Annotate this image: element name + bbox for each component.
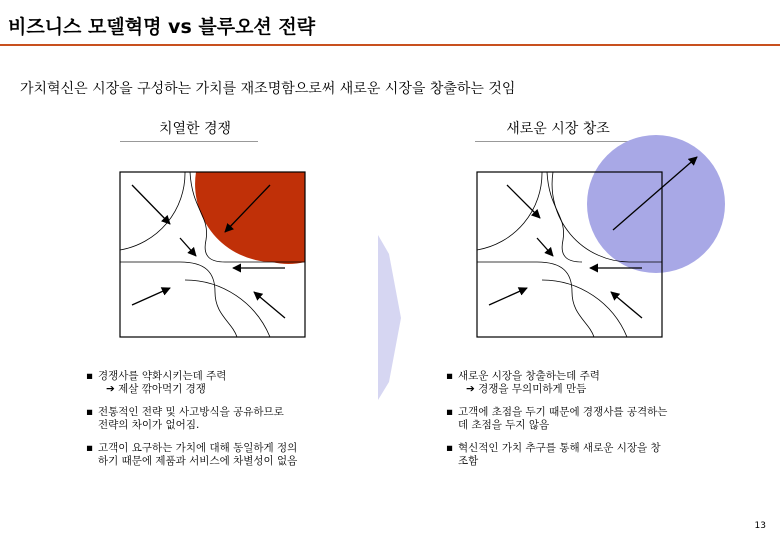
top-left-curve [120,172,185,250]
page-number: 13 [754,521,766,531]
bullet-subtext: ➔ 제살 깎아먹기 경쟁 [106,383,206,395]
bullet-text: 새로운 시장을 창출하는데 주력 [458,370,600,382]
bullet-icon: ▪ [86,370,94,382]
page-title: 비즈니스 모델혁명 vs 블루오션 전략 [8,16,316,38]
right-heading: 새로운 시장 창조 [506,121,610,137]
list-item [446,406,726,432]
list-item [446,370,726,396]
list-item [86,442,376,468]
transition-arrow [378,235,401,400]
bullet-subtext: ➔ 경쟁을 무의미하게 만듬 [466,383,587,395]
arrow-bottom-right-r [611,292,642,318]
right-bullets [446,370,726,478]
list-item [86,406,376,432]
arrow-top-left-r [507,185,540,218]
competition-quadrant-fill [195,172,305,264]
bullet-icon: ▪ [446,370,454,382]
bullet-text-cont: 데 초점을 두지 않음 [458,419,550,431]
bottom-right-curve-r [542,280,627,337]
arrow-bottom-right [254,292,285,318]
left-heading: 치열한 경쟁 [158,121,232,137]
left-bullets [86,370,376,478]
arrow-center-down [180,238,196,256]
bullet-text-cont: 하기 때문에 제품과 서비스에 차별성이 없음 [98,455,298,467]
bullet-icon: ▪ [86,406,94,418]
bullet-text: 혁신적인 가치 추구를 통해 새로운 시장을 창 [458,442,661,454]
bullet-icon: ▪ [446,406,454,418]
bullet-icon: ▪ [446,442,454,454]
arrow-center-down-r [537,238,553,256]
center-boundary-r [477,262,594,337]
bottom-right-curve [185,280,270,337]
bullet-text: 고객이 요구하는 가치에 대해 동일하게 정의 [98,442,298,454]
bullet-text: 전통적인 전략 및 사고방식을 공유하므로 [98,406,284,418]
bullet-text-cont: 조함 [458,455,479,467]
left-diagram [120,172,305,337]
subtitle: 가치혁신은 시장을 구성하는 가치를 재조명함으로써 새로운 시장을 창출하는 것임 [20,81,516,97]
center-boundary [120,262,237,337]
bullet-icon: ▪ [86,442,94,454]
arrow-bottom-left [132,288,170,305]
list-item [86,370,376,396]
arrow-bottom-left-r [489,288,527,305]
bullet-text-cont: 전략의 차이가 없어짐. [98,419,200,431]
list-item [446,442,726,468]
bullet-text: 고객에 초점을 두기 때문에 경쟁사를 공격하는 [458,406,668,418]
new-market-circle [587,135,725,273]
bullet-text: 경쟁사를 약화시키는데 주력 [98,370,227,382]
right-diagram [477,135,725,337]
arrow-top-left [132,185,170,224]
